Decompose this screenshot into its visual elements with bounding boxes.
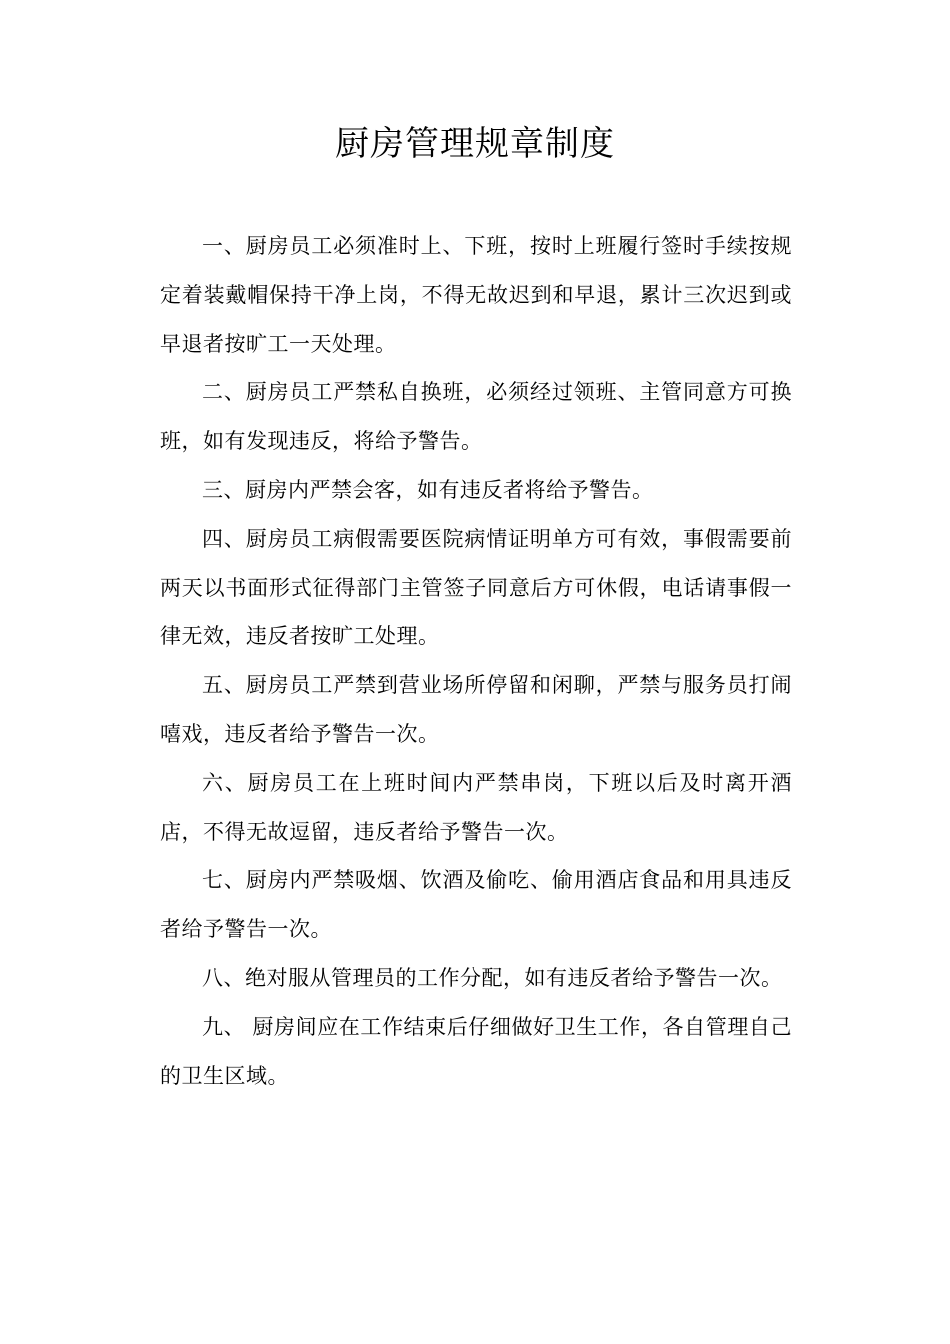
clause-3: 三、厨房内严禁会客，如有违反者将给予警告。	[202, 477, 654, 502]
clause-8: 八、绝对服从管理员的工作分配，如有违反者给予警告一次。	[202, 965, 783, 990]
clause-2: 二、厨房员工严禁私自换班，必须经过领班、主管同意方可换班，如有发现违反，将给予警告。	[160, 380, 792, 454]
document-title: 厨房管理规章制度	[335, 124, 615, 164]
clause-9: 九、 厨房间应在工作结束后仔细做好卫生工作，各自管理自己的卫生区域。	[160, 1014, 792, 1088]
clause-7: 七、厨房内严禁吸烟、饮酒及偷吃、偷用酒店食品和用具违反者给予警告一次。	[160, 868, 792, 942]
clause-6: 六、厨房员工在上班时间内严禁串岗，下班以后及时离开酒店，不得无故逗留，违反者给予警告一次。	[160, 770, 792, 844]
clause-4: 四、厨房员工病假需要医院病情证明单方可有效，事假需要前两天以书面形式征得部门主管签子同意后方可休假，电话请事假一律无效，违反者按旷工处理。	[160, 526, 792, 649]
clause-5: 五、厨房员工严禁到营业场所停留和闲聊，严禁与服务员打闹嘻戏，违反者给予警告一次。	[160, 673, 792, 746]
clause-1: 一、厨房员工必须准时上、下班，按时上班履行签时手续按规定着装戴帽保持干净上岗，不得无故迟到和早退，累计三次迟到或早退者按旷工一天处理。	[160, 234, 792, 356]
document-body	[160, 222, 792, 1100]
